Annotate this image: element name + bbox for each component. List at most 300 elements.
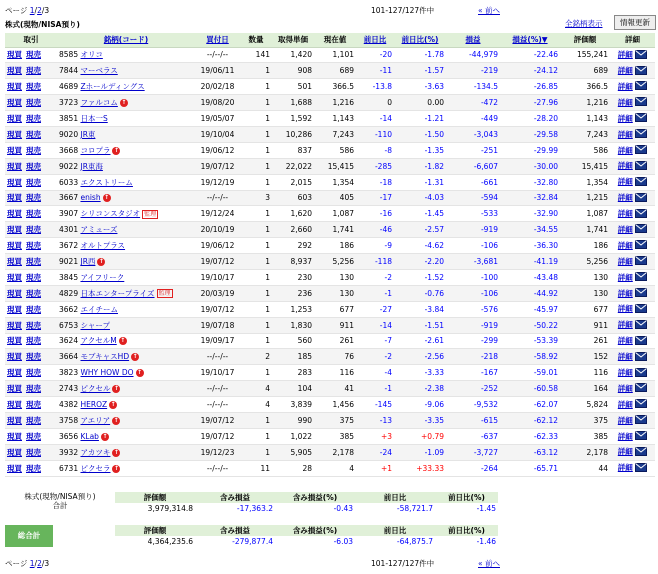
stock-name-link[interactable]: アカツキ (80, 447, 111, 457)
envelope-icon[interactable] (635, 447, 647, 458)
total-h-change: 前日比 (355, 525, 435, 536)
buy-link[interactable]: 現買 (7, 161, 22, 171)
envelope-icon[interactable] (635, 177, 647, 188)
envelope-icon[interactable] (635, 145, 647, 156)
current-price: 4 (314, 460, 356, 476)
page-link-2[interactable]: 2 (37, 6, 42, 15)
stock-name-link[interactable]: JR西 (80, 257, 96, 267)
envelope-icon[interactable] (635, 240, 647, 251)
envelope-icon[interactable] (635, 352, 647, 363)
profit-loss: -299 (446, 333, 500, 349)
detail-link[interactable]: 詳細 (617, 368, 633, 377)
detail-link[interactable]: 詳細 (617, 415, 633, 425)
profit-loss: -919 (446, 317, 500, 333)
buy-date: 19/08/20 (195, 95, 240, 111)
buy-date: 20/10/19 (195, 222, 240, 238)
envelope-icon[interactable] (635, 383, 647, 394)
cost-price: 603 (272, 190, 314, 206)
profit-loss: -44,979 (446, 47, 500, 63)
day-change-pct: -1.09 (394, 444, 446, 460)
page-link-1-bottom[interactable]: 1 (29, 559, 35, 568)
buy-link[interactable]: 現買 (7, 257, 22, 267)
total-h-value: 評価額 (115, 525, 195, 536)
profit-loss-pct: -36.30 (500, 238, 560, 254)
profit-loss: -533 (446, 206, 500, 222)
cost-price: 1,592 (272, 111, 314, 127)
name-cell (57, 301, 195, 317)
detail-link[interactable]: 詳細 (617, 50, 633, 60)
profit-loss-pct: -62.07 (500, 397, 560, 413)
stock-name-link[interactable]: ピクセル (80, 384, 111, 394)
sell-link[interactable]: 現売 (26, 225, 41, 235)
profit-loss: -100 (446, 269, 500, 285)
col-name[interactable] (57, 33, 195, 47)
detail-cell (610, 174, 655, 190)
stock-code: 3851 (59, 114, 79, 123)
col-detail: 詳細 (610, 33, 655, 47)
trade-cell (5, 126, 57, 142)
stock-code: 3668 (59, 145, 79, 155)
grand-total-table (115, 525, 498, 546)
buy-date: 19/10/04 (195, 126, 240, 142)
buy-link[interactable]: 現買 (7, 145, 22, 155)
buy-link[interactable]: 現買 (7, 384, 22, 394)
profit-loss: -637 (446, 428, 500, 444)
name-cell (57, 428, 195, 444)
subtotal-header-row (115, 492, 498, 503)
current-price: 2,178 (314, 444, 356, 460)
stock-name-link[interactable]: ピクセラ (80, 463, 111, 473)
envelope-icon[interactable] (635, 129, 647, 140)
envelope-icon[interactable] (635, 81, 647, 92)
cost-price: 283 (272, 365, 314, 381)
profit-loss-pct: -32.90 (500, 206, 560, 222)
detail-link[interactable]: 詳細 (617, 209, 633, 219)
trade-cell (5, 142, 57, 158)
cost-price: 10,286 (272, 126, 314, 142)
stock-name-link[interactable]: JR東海 (80, 161, 103, 171)
envelope-icon[interactable] (635, 320, 647, 331)
stock-name-link[interactable]: 日本エンタープライズ (80, 288, 155, 298)
market-value: 152 (560, 349, 610, 365)
detail-link[interactable]: 詳細 (617, 256, 633, 266)
prev-page-link[interactable]: « 前へ (478, 6, 500, 15)
stock-code: 9022 (59, 161, 79, 171)
envelope-icon[interactable] (635, 368, 647, 379)
market-value: 385 (560, 428, 610, 444)
col-pl-pct[interactable] (500, 33, 560, 47)
profit-loss: -6,607 (446, 158, 500, 174)
stock-name-link[interactable]: アミューズ (80, 225, 118, 235)
stock-code: 7844 (59, 66, 79, 76)
detail-link[interactable]: 詳細 (617, 272, 633, 282)
sell-link[interactable]: 現売 (26, 129, 41, 139)
profit-loss: -449 (446, 111, 500, 127)
stock-code: 6753 (59, 320, 79, 330)
profit-loss: -3,727 (446, 444, 500, 460)
detail-cell (610, 333, 655, 349)
cost-price: 104 (272, 381, 314, 397)
col-change-pct[interactable] (394, 33, 446, 47)
total-h-change-pct: 前日比(%) (435, 525, 498, 536)
detail-link[interactable]: 詳細 (617, 66, 633, 76)
detail-cell (610, 126, 655, 142)
stock-name-link[interactable]: enish (80, 193, 101, 203)
day-change: +3 (356, 428, 394, 444)
sell-link[interactable]: 現売 (26, 98, 41, 108)
buy-link[interactable]: 現買 (7, 66, 22, 76)
col-qty: 数量 (240, 33, 272, 47)
stock-name-link[interactable]: アクセルM (80, 336, 117, 346)
prev-page-label: 前へ (484, 6, 500, 15)
section-title: 株式(現物/NISA預り) (5, 20, 80, 29)
buy-date: 19/10/17 (195, 269, 240, 285)
trade-cell (5, 444, 57, 460)
day-change: -4 (356, 365, 394, 381)
up-arrow-icon: ↑ (137, 369, 143, 377)
market-value: 1,741 (560, 222, 610, 238)
sell-link[interactable]: 現売 (26, 304, 41, 314)
sell-link[interactable]: 現売 (26, 177, 41, 187)
table-row (5, 174, 655, 190)
day-change: -7 (356, 333, 394, 349)
table-row (5, 444, 655, 460)
buy-link[interactable]: 現買 (7, 114, 22, 123)
profit-loss-pct: -43.48 (500, 269, 560, 285)
stock-name-link[interactable]: Zホールディングス (80, 82, 145, 92)
sell-link[interactable]: 現売 (26, 368, 41, 378)
stock-name-link[interactable]: KLab (80, 431, 99, 441)
stock-name-link[interactable]: オルトプラス (80, 241, 126, 251)
envelope-icon[interactable] (635, 224, 647, 235)
stock-code: 8585 (59, 50, 79, 60)
stock-code: 3624 (59, 336, 79, 346)
trade-cell (5, 206, 57, 222)
day-change: -13.8 (356, 79, 394, 95)
sell-link[interactable]: 現売 (26, 400, 41, 410)
envelope-icon[interactable] (635, 288, 647, 299)
sell-link[interactable]: 現売 (26, 241, 41, 251)
page-link-1[interactable]: 1 (29, 6, 35, 15)
buy-link[interactable]: 現買 (7, 352, 22, 362)
stock-code: 2743 (59, 384, 79, 394)
sell-link[interactable]: 現売 (26, 145, 41, 155)
detail-link[interactable]: 詳細 (617, 193, 633, 203)
name-cell (57, 95, 195, 111)
sell-link[interactable]: 現売 (26, 447, 41, 457)
detail-cell (610, 317, 655, 333)
refresh-button[interactable]: 情報更新 (614, 15, 656, 30)
col-change[interactable] (356, 33, 394, 47)
sell-link[interactable]: 現売 (26, 320, 41, 330)
current-price: 689 (314, 63, 356, 79)
stock-code: 6033 (59, 177, 79, 187)
detail-link[interactable]: 詳細 (617, 431, 633, 441)
day-change: -110 (356, 126, 394, 142)
trade-cell (5, 174, 57, 190)
up-arrow-icon: ↑ (110, 401, 116, 409)
buy-date: 19/09/17 (195, 333, 240, 349)
envelope-icon[interactable] (635, 272, 647, 283)
stock-name-link[interactable]: シャープ (80, 320, 110, 330)
stock-name-link[interactable]: アイフリーク (80, 272, 125, 282)
total-value: 4,364,235.6 (147, 536, 193, 546)
buy-link[interactable]: 現買 (7, 400, 22, 410)
col-value: 評価額 (560, 33, 610, 47)
sell-link[interactable]: 現売 (26, 82, 41, 92)
sell-link[interactable]: 現売 (26, 288, 41, 298)
quantity: 1 (240, 174, 272, 190)
pager-pages: ページ 1/2/3 (5, 6, 50, 15)
cost-price: 560 (272, 333, 314, 349)
buy-link[interactable]: 現買 (7, 336, 22, 346)
sell-link[interactable]: 現売 (26, 209, 41, 219)
current-price: 130 (314, 269, 356, 285)
detail-link[interactable]: 詳細 (617, 145, 633, 155)
buy-date: --/--/-- (195, 349, 240, 365)
day-change: -13 (356, 412, 394, 428)
detail-link[interactable]: 詳細 (617, 399, 633, 409)
subtotal-pl: -17,363.2 (236, 503, 273, 513)
name-cell (57, 111, 195, 127)
day-change: -27 (356, 301, 394, 317)
buy-link[interactable]: 現買 (7, 288, 22, 298)
detail-cell (610, 47, 655, 63)
buy-link[interactable]: 現買 (7, 241, 22, 251)
detail-link[interactable]: 詳細 (617, 224, 633, 234)
envelope-icon[interactable] (635, 66, 647, 77)
buy-link[interactable]: 現買 (7, 177, 22, 187)
pager-pages-bottom: ページ 1/2/3 (5, 559, 50, 568)
detail-link[interactable]: 詳細 (617, 336, 633, 346)
quantity: 1 (240, 63, 272, 79)
col-pl[interactable] (446, 33, 500, 47)
trade-cell (5, 158, 57, 174)
col-date[interactable] (195, 33, 240, 47)
sell-link[interactable]: 現売 (26, 50, 41, 60)
buy-date: 19/12/23 (195, 444, 240, 460)
detail-link[interactable]: 詳細 (617, 304, 633, 314)
sell-link[interactable]: 現売 (26, 257, 41, 267)
day-change-pct: +33.33 (394, 460, 446, 476)
buy-link[interactable]: 現買 (7, 193, 22, 203)
detail-link[interactable]: 詳細 (617, 177, 633, 187)
detail-link[interactable]: 詳細 (617, 320, 633, 330)
profit-loss-pct: -45.97 (500, 301, 560, 317)
cost-price: 8,937 (272, 254, 314, 270)
envelope-icon[interactable] (635, 209, 647, 220)
table-row (5, 301, 655, 317)
envelope-icon[interactable] (635, 193, 647, 204)
detail-cell (610, 190, 655, 206)
detail-link[interactable]: 詳細 (617, 81, 633, 91)
buy-date: 19/06/12 (195, 238, 240, 254)
cost-price: 1,830 (272, 317, 314, 333)
table-row (5, 79, 655, 95)
quantity: 1 (240, 365, 272, 381)
stock-name-link[interactable]: エクストリーム (80, 177, 133, 187)
day-change-pct: -2.20 (394, 254, 446, 270)
envelope-icon[interactable] (635, 463, 647, 474)
envelope-icon[interactable] (635, 161, 647, 172)
table-row (5, 365, 655, 381)
current-price: 1,354 (314, 174, 356, 190)
buy-link[interactable]: 現買 (7, 50, 22, 60)
buy-link[interactable]: 現買 (7, 272, 22, 282)
trade-cell (5, 79, 57, 95)
up-arrow-icon: ↑ (132, 353, 138, 361)
market-value: 5,256 (560, 254, 610, 270)
envelope-icon[interactable] (635, 97, 647, 108)
stock-name-link[interactable]: WHY HOW DO (80, 368, 134, 378)
buy-link[interactable]: 現買 (7, 431, 22, 441)
sell-link[interactable]: 現売 (26, 463, 41, 473)
detail-link[interactable]: 詳細 (617, 447, 633, 457)
detail-link[interactable]: 詳細 (617, 288, 633, 298)
stock-name-link[interactable]: 日本一S (80, 114, 108, 123)
sell-link[interactable]: 現売 (26, 431, 41, 441)
cost-price: 3,839 (272, 397, 314, 413)
table-row (5, 381, 655, 397)
envelope-icon[interactable] (635, 399, 647, 410)
day-change-pct: -1.45 (394, 206, 446, 222)
buy-link[interactable]: 現買 (7, 225, 22, 235)
buy-link[interactable]: 現買 (7, 209, 22, 219)
profit-loss-pct: -32.80 (500, 174, 560, 190)
sell-link[interactable]: 現売 (26, 352, 41, 362)
name-cell (57, 63, 195, 79)
stock-code: 9020 (59, 129, 79, 139)
detail-link[interactable]: 詳細 (617, 161, 633, 171)
profit-loss: -219 (446, 63, 500, 79)
subtotal-h-change: 前日比 (355, 492, 435, 503)
envelope-icon[interactable] (635, 304, 647, 315)
market-value: 1,215 (560, 190, 610, 206)
sell-link[interactable]: 現売 (26, 272, 41, 282)
detail-link[interactable]: 詳細 (617, 129, 633, 139)
pager-bottom (0, 557, 658, 569)
detail-cell (610, 269, 655, 285)
up-arrow-icon: ↑ (98, 258, 104, 266)
prev-page-link-bottom[interactable]: « 前へ (478, 559, 500, 568)
table-row (5, 142, 655, 158)
sell-link[interactable]: 現売 (26, 161, 41, 171)
profit-loss: -9,532 (446, 397, 500, 413)
table-row (5, 190, 655, 206)
grand-total-value-row (115, 536, 498, 546)
envelope-icon[interactable] (635, 336, 647, 347)
sell-link[interactable]: 現売 (26, 66, 41, 76)
buy-date: 19/10/17 (195, 365, 240, 381)
envelope-icon[interactable] (635, 256, 647, 267)
day-change-pct: -1.52 (394, 269, 446, 285)
buy-link[interactable]: 現買 (7, 415, 22, 425)
stock-name-link[interactable]: アエリア (80, 415, 111, 425)
current-price: 385 (314, 428, 356, 444)
stock-name-link[interactable]: HEROZ (80, 400, 108, 410)
detail-link[interactable]: 詳細 (617, 113, 633, 123)
cost-price: 185 (272, 349, 314, 365)
buy-link[interactable]: 現買 (7, 82, 22, 92)
buy-link[interactable]: 現買 (7, 98, 22, 108)
envelope-icon[interactable] (635, 50, 647, 61)
day-change: -20 (356, 47, 394, 63)
table-row (5, 222, 655, 238)
detail-link[interactable]: 詳細 (617, 463, 633, 473)
profit-loss: -251 (446, 142, 500, 158)
name-cell (57, 142, 195, 158)
market-value: 677 (560, 301, 610, 317)
name-cell (57, 206, 195, 222)
market-value: 130 (560, 285, 610, 301)
sell-link[interactable]: 現売 (26, 193, 41, 203)
stock-name-link[interactable]: ファルコム (80, 98, 118, 108)
sell-link[interactable]: 現売 (26, 336, 41, 346)
stock-name-link[interactable]: コロプラ (80, 145, 111, 155)
day-change-pct: -3.63 (394, 79, 446, 95)
cost-price: 501 (272, 79, 314, 95)
subtotal-h-pl: 含み損益 (195, 492, 275, 503)
table-row (5, 349, 655, 365)
stock-name-link[interactable]: モブキャスHD (80, 352, 130, 362)
buy-link[interactable]: 現買 (7, 463, 22, 473)
trade-cell (5, 95, 57, 111)
col-name-label: 銘柄(コード) (103, 35, 149, 45)
quantity: 1 (240, 79, 272, 95)
stock-name-link[interactable]: JR東 (80, 129, 96, 139)
buy-link[interactable]: 現買 (7, 129, 22, 139)
day-change: -14 (356, 111, 394, 127)
detail-cell (610, 158, 655, 174)
table-row (5, 460, 655, 476)
market-value: 2,178 (560, 444, 610, 460)
buy-link[interactable]: 現買 (7, 368, 22, 378)
current-price: 261 (314, 333, 356, 349)
stock-name-link[interactable]: シリコンスタジオ (80, 209, 141, 219)
sell-link[interactable]: 現売 (26, 415, 41, 425)
market-value: 44 (560, 460, 610, 476)
table-row (5, 126, 655, 142)
current-price: 1,741 (314, 222, 356, 238)
envelope-icon[interactable] (635, 113, 647, 124)
detail-link[interactable]: 詳細 (617, 240, 633, 250)
profit-loss-pct: -29.99 (500, 142, 560, 158)
buy-link[interactable]: 現買 (7, 320, 22, 330)
detail-link[interactable]: 詳細 (617, 97, 633, 107)
envelope-icon[interactable] (635, 415, 647, 426)
detail-link[interactable]: 詳細 (617, 383, 633, 393)
envelope-icon[interactable] (635, 431, 647, 442)
buy-link[interactable]: 現買 (7, 304, 22, 314)
cost-price: 908 (272, 63, 314, 79)
market-value: 261 (560, 333, 610, 349)
profit-loss-pct: -60.58 (500, 381, 560, 397)
stock-name-link[interactable]: マーベラス (80, 66, 118, 76)
page-link-2-bottom[interactable]: 2 (37, 559, 42, 568)
detail-link[interactable]: 詳細 (617, 352, 633, 362)
buy-link[interactable]: 現買 (7, 447, 22, 457)
detail-cell (610, 142, 655, 158)
sell-link[interactable]: 現売 (26, 114, 41, 123)
stock-name-link[interactable]: オリコ (80, 50, 103, 60)
grand-total-header-row (115, 525, 498, 536)
stock-name-link[interactable]: エイチーム (80, 304, 118, 314)
show-all-link[interactable]: 全銘柄表示 (565, 19, 603, 28)
detail-cell (610, 428, 655, 444)
profit-loss-pct: -63.12 (500, 444, 560, 460)
sell-link[interactable]: 現売 (26, 384, 41, 394)
total-change: -64,875.7 (396, 536, 433, 546)
